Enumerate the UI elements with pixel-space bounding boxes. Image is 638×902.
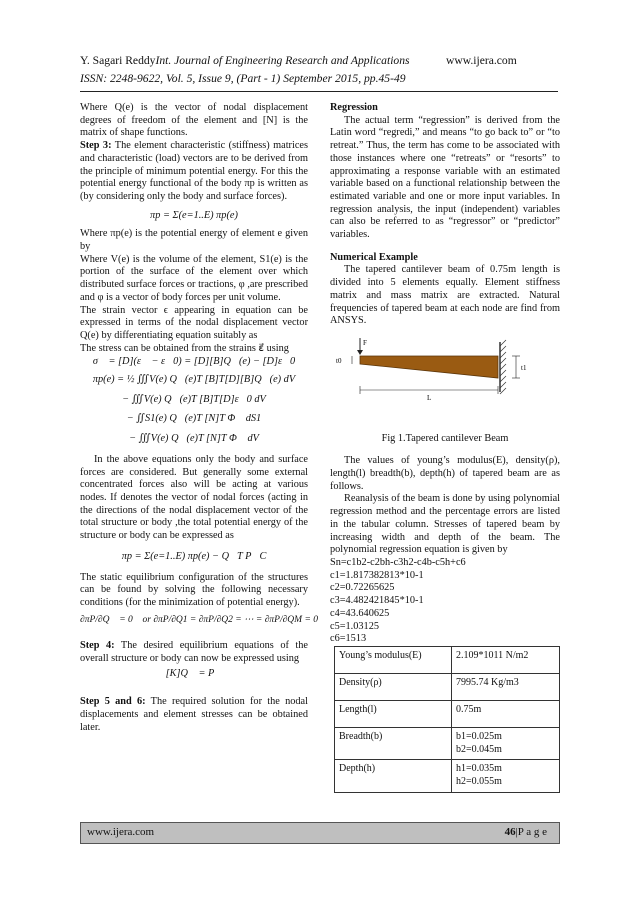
- depth-h2: h2=0.055m: [456, 776, 502, 788]
- table-row: [335, 673, 560, 700]
- reanalysis-paragraph: Reanalysis of the beam is done by using polynomial regression method and the percentage errors are listed in the tabular column. Stresses of tapered beam by increasing width and depth of the beam. The polynomial regression equation is given by: [330, 493, 560, 556]
- figure-caption: Fig 1.Tapered cantilever Beam: [381, 432, 509, 444]
- coefficient-c4: c4=43.640625: [330, 607, 390, 619]
- header-website[interactable]: www.ijera.com: [446, 54, 517, 67]
- tapered-beam: [360, 356, 498, 378]
- regression-heading: Regression: [330, 102, 378, 113]
- footer-page: [505, 826, 547, 838]
- header-authors: Y. Sagari Reddy: [80, 54, 156, 67]
- left-p3: Where V(e) is the volume of the element, S1(e) is the portion of the surface of the element over which distributed surface forces or tractions, φ ,are prescribed and φ is a vector of body forces per unit volume.: [80, 253, 308, 303]
- table-cell-property: Breadth(b): [335, 727, 452, 759]
- table-cell-value: 7995.74 Kg/m3: [452, 673, 560, 700]
- wall-hatching: [500, 340, 506, 394]
- tapered-beam-figure: [330, 334, 560, 424]
- right-column: [330, 102, 560, 793]
- table-cell-value: 0.75m: [452, 700, 560, 727]
- table-cell-value: [452, 760, 560, 792]
- table-cell-property: Depth(h): [335, 760, 452, 792]
- coefficient-c2: c2=0.72265625: [330, 582, 395, 594]
- issn-line: ISSN: 2248-9622, Vol. 5, Issue 9, (Part - 1) September 2015, pp.45-49: [80, 72, 406, 85]
- step56-text: The required solution for the nodal displacements and element stresses can be obtained later.: [80, 696, 308, 733]
- left-p1: Where Q(e) is the vector of nodal displacement degrees of freedom of the element and [N] is the matrix of shape functions.: [80, 102, 308, 139]
- numerical-example-heading: Numerical Example: [330, 251, 418, 263]
- table-row: [335, 760, 560, 792]
- left-p2: Where πp(e) is the potential energy of element e given by: [80, 228, 308, 253]
- running-header: [80, 54, 580, 67]
- coefficient-c3: c3=4.482421845*10-1: [330, 595, 424, 607]
- depth-h1: h1=0.035m: [456, 763, 502, 775]
- equation-element-pe-3: − ∬S1(e) Q⃗(e)T [N]T Φ⃗ dS1: [126, 413, 262, 425]
- regression-equation: Sn=c1b2-c2bh-c3h2-c4b-c5h+c6: [330, 556, 466, 568]
- regression-paragraph: The actual term “regression” is derived from the Latin word “regredi,” and means “to go back to” or “to retreat.” Thus, the term has come to be associated with those instances where one “retreats” or “resorts” to approximating a response variable with an estimated variable based on a functional relationship between the estimated variable and one or more input variables. In regression analysis, the input (independent) variables can also be referred to as “regressor” or “predictor” variables.: [330, 114, 560, 241]
- table-cell-property: Length(l): [335, 700, 452, 727]
- beam-properties-table: [334, 646, 560, 793]
- left-p7: The static equilibrium configuration of the structures can be found by solving the following necessary conditions (for the minimization of potential energy).: [80, 571, 308, 608]
- footer-website[interactable]: www.ijera.com: [87, 826, 155, 838]
- left-column: [80, 102, 318, 735]
- equation-element-pe-2: − ∭V(e) Q⃗(e)T [B]T[D]ε⃗0 dV: [122, 393, 266, 405]
- coefficient-c5: c5=1.03125: [330, 620, 379, 632]
- equation-equilibrium-conditions: ∂πP/∂Q⃗ = 0⃗ or ∂πP/∂Q1 = ∂πP/∂Q2 = ⋯ = ∂πP/∂QM = 0: [80, 614, 318, 625]
- equation-kq-p: [K]Q⃗ = P⃗: [165, 667, 223, 679]
- table-cell-property: Young’s modulus(E): [335, 646, 452, 673]
- table-cell-value: [452, 727, 560, 759]
- t1-label: t1: [521, 363, 527, 372]
- equation-element-pe-1: πp(e) = ½ ∭V(e) Q⃗(e)T [B]T[D][B]Q⃗(e) dV: [92, 374, 296, 386]
- table-row: [335, 727, 560, 759]
- left-p5: The stress can be obtained from the strains ε⃗ using: [80, 342, 289, 354]
- table-cell-property: Density(ρ): [335, 673, 452, 700]
- values-paragraph: The values of young’s modulus(E), density(ρ), length(l) breadth(b), depth(h) of tapered beam are as follows.: [330, 455, 560, 492]
- page-footer: [80, 822, 560, 844]
- equation-total-structure-pe: πp = Σ(e=1..E) πp(e) − Q⃗T P⃗C: [121, 550, 267, 562]
- breadth-b1: b1=0.025m: [456, 730, 502, 742]
- equation-stress: σ⃗ = [D](ε⃗ − ε⃗0) = [D][B]Q⃗(e) − [D]ε⃗0: [92, 356, 296, 368]
- page-number: 46: [504, 826, 516, 838]
- step56-label: Step 5 and 6:: [80, 696, 146, 708]
- length-label: L: [427, 393, 432, 402]
- equation-element-pe-4: − ∭V(e) Q⃗(e)T [N]T Φ⃗ dV: [129, 433, 259, 445]
- coefficient-c6: c6=1513: [330, 633, 367, 645]
- step3-text: The element characteristic (stiffness) matrices and characteristic (load) vectors are to be derived from the principle of minimum potential energy. For this the potential energy functional of the body πp is written as (by considering only the body and surface forces).: [80, 140, 308, 202]
- coefficient-c1: c1=1.817382813*10-1: [330, 569, 424, 581]
- table-cell-value: 2.109*1011 N/m2: [452, 646, 560, 673]
- header-journal: Int. Journal of Engineering Research and Applications: [155, 54, 410, 67]
- force-arrowhead: [357, 350, 363, 355]
- numerical-example-paragraph: The tapered cantilever beam of 0.75m length is divided into 5 elements equally. Element stiffness matrix and mass matrix are extracted. Natural frequencies of tapered beam at each node are find from ANSYS.: [330, 264, 560, 327]
- left-p6: In the above equations only the body and surface forces are considered. But generally some external concentrated forces also will be acting at various nodes. If denotes the vector of nodal forces (acting in the directions of the nodal displacement vector of the total structure or body ,the total potential energy of the structure or body can be expressed as: [80, 453, 308, 542]
- left-p4: The strain vector ϵ appearing in equation can be expressed in terms of the nodal displacement vector Q(e) by differentiating equation suitably as: [80, 304, 308, 341]
- equation-total-pe: πp = Σ(e=1..E) πp(e): [150, 209, 238, 221]
- step3-label: Step 3:: [80, 140, 112, 152]
- step4-label: Step 4:: [80, 640, 115, 652]
- page-label: |P a g e: [515, 826, 547, 838]
- force-label: F: [363, 338, 367, 347]
- t0-label: t0: [336, 356, 342, 365]
- breadth-b2: b2=0.045m: [456, 743, 502, 755]
- step4-text: The desired equilibrium equations of the overall structure or body can now be expressed using: [80, 640, 309, 665]
- table-row: [335, 700, 560, 727]
- table-row: [335, 646, 560, 673]
- header-rule: [80, 91, 558, 92]
